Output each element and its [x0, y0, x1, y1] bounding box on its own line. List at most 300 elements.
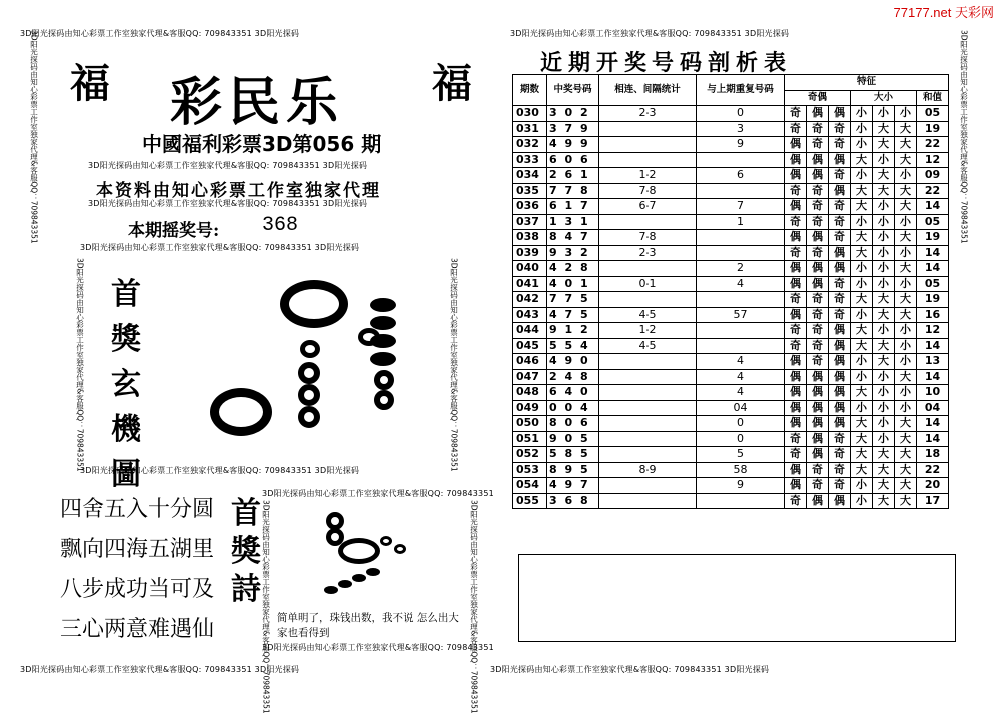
- cell-issue: 047: [513, 369, 547, 385]
- cell-sum: 14: [917, 338, 949, 354]
- cell-big-small: 大: [895, 137, 917, 153]
- cell-issue: 046: [513, 354, 547, 370]
- table-row: [513, 276, 949, 292]
- cell-issue: 040: [513, 261, 547, 277]
- cell-repeat: 2: [697, 261, 785, 277]
- bead-shape: [338, 580, 352, 588]
- bead-shape: [370, 352, 396, 366]
- cell-big-small: 大: [895, 431, 917, 447]
- table-row: [513, 261, 949, 277]
- bead-shape: [352, 574, 366, 582]
- cell-odd-even: 偶: [785, 230, 807, 246]
- cell-big-small: 大: [873, 354, 895, 370]
- award-title-char: 圖: [111, 457, 141, 492]
- cell-big-small: 大: [851, 462, 873, 478]
- cell-issue: 055: [513, 493, 547, 509]
- cell-big-small: 小: [873, 214, 895, 230]
- cell-sum: 14: [917, 245, 949, 261]
- cell-big-small: 小: [851, 121, 873, 137]
- cell-big-small: 小: [851, 261, 873, 277]
- cell-number: 5 8 5: [547, 447, 599, 463]
- bead-shape: [374, 390, 394, 410]
- cell-odd-even: 偶: [785, 385, 807, 401]
- cell-odd-even: 奇: [785, 106, 807, 122]
- cell-odd-even: 偶: [807, 385, 829, 401]
- cell-big-small: 大: [851, 230, 873, 246]
- cell-issue: 051: [513, 431, 547, 447]
- cell-big-small: 大: [873, 121, 895, 137]
- cell-odd-even: 偶: [785, 462, 807, 478]
- cell-big-small: 小: [873, 416, 895, 432]
- cell-odd-even: 偶: [829, 338, 851, 354]
- cell-big-small: 小: [873, 152, 895, 168]
- cell-consecutive: [599, 152, 697, 168]
- table-row: [513, 354, 949, 370]
- table-row: [513, 447, 949, 463]
- cell-odd-even: 奇: [829, 462, 851, 478]
- cell-consecutive: [599, 493, 697, 509]
- cell-odd-even: 奇: [807, 199, 829, 215]
- poem-line: 飘向四海五湖里: [60, 537, 215, 562]
- cell-odd-even: 偶: [829, 106, 851, 122]
- cell-big-small: 大: [895, 152, 917, 168]
- cell-big-small: 小: [851, 354, 873, 370]
- watermark-strip-bottom-right: 3D阳光探码由知心彩票工作室独家代理&客服QQ: 709843351 3D阳光探码: [490, 665, 770, 674]
- cell-big-small: 大: [895, 307, 917, 323]
- watermark-vertical-award-left: 3D阳光探码由知心彩票工作室独家代理&客服QQ：709843351: [75, 258, 85, 472]
- poem-title-char: 詩: [231, 572, 261, 607]
- cell-odd-even: 奇: [829, 276, 851, 292]
- table-row: [513, 214, 949, 230]
- cell-number: 6 1 7: [547, 199, 599, 215]
- table-row: [513, 183, 949, 199]
- cell-odd-even: 奇: [807, 245, 829, 261]
- cell-big-small: 小: [851, 137, 873, 153]
- cell-number: 2 6 1: [547, 168, 599, 184]
- cell-odd-even: 偶: [785, 369, 807, 385]
- table-row: [513, 462, 949, 478]
- cell-repeat: 58: [697, 462, 785, 478]
- poem-title: [228, 495, 264, 609]
- coin-shape: [210, 388, 272, 436]
- table-row: [513, 121, 949, 137]
- cell-repeat: 6: [697, 168, 785, 184]
- cell-sum: 14: [917, 369, 949, 385]
- cell-big-small: 大: [873, 307, 895, 323]
- table-row: [513, 416, 949, 432]
- table-row: [513, 400, 949, 416]
- cell-odd-even: 偶: [829, 152, 851, 168]
- cell-odd-even: 偶: [807, 369, 829, 385]
- cell-sum: 20: [917, 478, 949, 494]
- table-row: [513, 493, 949, 509]
- cell-consecutive: [599, 292, 697, 308]
- watermark-strip-award-top: 3D阳光探码由知心彩票工作室独家代理&客服QQ: 709843351 3D阳光探码: [80, 243, 360, 252]
- cell-sum: 04: [917, 400, 949, 416]
- cell-odd-even: 奇: [807, 478, 829, 494]
- cell-odd-even: 奇: [829, 137, 851, 153]
- cell-sum: 18: [917, 447, 949, 463]
- cell-consecutive: 2-3: [599, 245, 697, 261]
- cell-big-small: 小: [851, 106, 873, 122]
- cell-big-small: 小: [873, 261, 895, 277]
- cell-repeat: 0: [697, 431, 785, 447]
- cell-big-small: 大: [895, 416, 917, 432]
- cell-issue: 039: [513, 245, 547, 261]
- watermark-vertical-right: 3D阳光探码由知心彩票工作室独家代理&客服QQ：709843351: [959, 30, 969, 244]
- cell-repeat: 7: [697, 199, 785, 215]
- cell-sum: 22: [917, 462, 949, 478]
- cell-repeat: [697, 152, 785, 168]
- award-poem: [60, 490, 230, 650]
- bead-shape: [380, 536, 392, 546]
- cell-sum: 16: [917, 307, 949, 323]
- cell-sum: 05: [917, 106, 949, 122]
- cell-number: 6 0 6: [547, 152, 599, 168]
- cell-issue: 042: [513, 292, 547, 308]
- cell-sum: 13: [917, 354, 949, 370]
- cell-big-small: 大: [851, 385, 873, 401]
- cell-odd-even: 奇: [785, 245, 807, 261]
- cell-sum: 14: [917, 431, 949, 447]
- cell-number: 4 9 9: [547, 137, 599, 153]
- cell-big-small: 小: [851, 214, 873, 230]
- page-title: 彩民乐: [170, 72, 345, 133]
- cell-consecutive: 7-8: [599, 230, 697, 246]
- cell-odd-even: 偶: [785, 307, 807, 323]
- table-row: [513, 385, 949, 401]
- cell-consecutive: [599, 431, 697, 447]
- cell-big-small: 大: [851, 431, 873, 447]
- cell-sum: 10: [917, 385, 949, 401]
- bead-shape: [370, 316, 396, 330]
- header-odd-even: 奇偶: [785, 90, 851, 106]
- cell-sum: 12: [917, 323, 949, 339]
- coin-shape: [280, 280, 348, 328]
- cell-big-small: 大: [873, 137, 895, 153]
- cell-odd-even: 偶: [829, 385, 851, 401]
- header-number: 中奖号码: [547, 75, 599, 106]
- cell-repeat: [697, 245, 785, 261]
- table-row: [513, 338, 949, 354]
- cell-sum: 09: [917, 168, 949, 184]
- issue-line: 中國福利彩票3D第056 期: [142, 132, 382, 156]
- cell-consecutive: 4-5: [599, 307, 697, 323]
- cell-repeat: 04: [697, 400, 785, 416]
- bead-shape: [374, 370, 394, 390]
- cell-repeat: [697, 230, 785, 246]
- cell-repeat: 9: [697, 137, 785, 153]
- watermark-strip-poem-bottom: 3D阳光探码由知心彩票工作室独家代理&客服QQ: 709843351: [262, 643, 494, 652]
- cell-odd-even: 偶: [829, 354, 851, 370]
- bead-shape: [324, 586, 338, 594]
- cell-repeat: [697, 338, 785, 354]
- cell-number: 9 1 2: [547, 323, 599, 339]
- cell-big-small: 大: [895, 478, 917, 494]
- cell-odd-even: 偶: [807, 261, 829, 277]
- cell-big-small: 大: [851, 245, 873, 261]
- cell-big-small: 大: [873, 183, 895, 199]
- cell-odd-even: 奇: [829, 478, 851, 494]
- award-title-char: 獎: [111, 322, 141, 357]
- poem-line: 八步成功当可及: [60, 577, 215, 602]
- cell-consecutive: [599, 400, 697, 416]
- watermark-vertical-poem-right: 3D阳光探码由知心彩票工作室独家代理&客服QQ：709843351: [469, 500, 479, 714]
- cell-repeat: 4: [697, 276, 785, 292]
- cell-consecutive: 8-9: [599, 462, 697, 478]
- table-row: [513, 431, 949, 447]
- cell-issue: 033: [513, 152, 547, 168]
- cell-big-small: 小: [873, 106, 895, 122]
- table-row: [513, 245, 949, 261]
- cell-sum: 05: [917, 276, 949, 292]
- cell-issue: 054: [513, 478, 547, 494]
- cell-big-small: 小: [851, 307, 873, 323]
- bead-shape: [394, 544, 406, 554]
- cell-repeat: 57: [697, 307, 785, 323]
- cell-odd-even: 奇: [785, 323, 807, 339]
- cell-odd-even: 偶: [829, 416, 851, 432]
- bead-shape: [370, 298, 396, 312]
- cell-odd-even: 奇: [785, 214, 807, 230]
- cell-consecutive: 0-1: [599, 276, 697, 292]
- table-row: [513, 152, 949, 168]
- cell-sum: 19: [917, 230, 949, 246]
- cell-odd-even: 偶: [785, 354, 807, 370]
- poem-note: 简单明了，珠钱出数，我不说 怎么出大家也看得到: [277, 612, 459, 639]
- poem-title-char: 首: [231, 496, 261, 531]
- cell-sum: 22: [917, 137, 949, 153]
- cell-odd-even: 奇: [829, 121, 851, 137]
- bead-shape: [298, 362, 320, 384]
- cell-sum: 17: [917, 493, 949, 509]
- cell-consecutive: [599, 137, 697, 153]
- cell-number: 4 2 8: [547, 261, 599, 277]
- cell-big-small: 小: [873, 400, 895, 416]
- cell-big-small: 大: [895, 230, 917, 246]
- cell-odd-even: 偶: [829, 323, 851, 339]
- cell-odd-even: 奇: [829, 199, 851, 215]
- cell-number: 3 7 9: [547, 121, 599, 137]
- cell-big-small: 小: [873, 385, 895, 401]
- bead-shape: [300, 340, 320, 358]
- poem-illustration: [310, 510, 420, 600]
- cell-odd-even: 奇: [785, 338, 807, 354]
- cell-number: 7 7 5: [547, 292, 599, 308]
- watermark-vertical-left: 3D阳光探码由知心彩票工作室独家代理&客服QQ：709843351: [29, 30, 39, 244]
- cell-number: 9 0 5: [547, 431, 599, 447]
- cell-issue: 031: [513, 121, 547, 137]
- cell-sum: 14: [917, 261, 949, 277]
- cell-big-small: 大: [873, 478, 895, 494]
- cell-repeat: 4: [697, 354, 785, 370]
- cell-consecutive: [599, 121, 697, 137]
- cell-big-small: 小: [851, 400, 873, 416]
- award-title-char: 玄: [111, 367, 141, 402]
- cell-number: 4 9 0: [547, 354, 599, 370]
- cell-big-small: 小: [895, 245, 917, 261]
- cell-big-small: 小: [873, 245, 895, 261]
- cell-issue: 035: [513, 183, 547, 199]
- cell-odd-even: 奇: [785, 292, 807, 308]
- cell-big-small: 大: [873, 168, 895, 184]
- cell-big-small: 大: [851, 183, 873, 199]
- fu-character-right: 福: [432, 60, 472, 107]
- cell-odd-even: 奇: [807, 323, 829, 339]
- cell-number: 7 7 8: [547, 183, 599, 199]
- cell-odd-even: 奇: [807, 183, 829, 199]
- cell-big-small: 小: [895, 354, 917, 370]
- cell-odd-even: 奇: [829, 230, 851, 246]
- watermark-vertical-award-right: 3D阳光探码由知心彩票工作室独家代理&客服QQ：709843351: [449, 258, 459, 472]
- watermark-strip-header-2: 3D阳光探码由知心彩票工作室独家代理&客服QQ: 709843351 3D阳光探码: [88, 199, 368, 208]
- table-row: [513, 323, 949, 339]
- cell-repeat: 4: [697, 369, 785, 385]
- header-repeat: 与上期重复号码: [697, 75, 785, 106]
- cell-big-small: 大: [873, 447, 895, 463]
- cell-sum: 12: [917, 152, 949, 168]
- cell-consecutive: 7-8: [599, 183, 697, 199]
- cell-issue: 048: [513, 385, 547, 401]
- bead-shape: [298, 384, 320, 406]
- cell-issue: 030: [513, 106, 547, 122]
- cell-big-small: 小: [895, 400, 917, 416]
- agent-line: 本资料由知心彩票工作室独家代理: [96, 181, 381, 201]
- cell-odd-even: 偶: [785, 400, 807, 416]
- cell-repeat: 9: [697, 478, 785, 494]
- coin-shape: [338, 538, 380, 564]
- cell-odd-even: 奇: [807, 462, 829, 478]
- watermark-strip-top-right: 3D阳光探码由知心彩票工作室独家代理&客服QQ: 709843351 3D阳光探码: [510, 29, 790, 38]
- cell-odd-even: 偶: [785, 478, 807, 494]
- cell-big-small: 小: [851, 493, 873, 509]
- cell-big-small: 大: [895, 462, 917, 478]
- table-row: [513, 168, 949, 184]
- table-row: [513, 478, 949, 494]
- table-row: [513, 106, 949, 122]
- cell-big-small: 大: [873, 462, 895, 478]
- award-puzzle-title: [96, 272, 156, 492]
- cell-odd-even: 偶: [807, 276, 829, 292]
- cell-odd-even: 偶: [807, 168, 829, 184]
- cell-number: 1 3 1: [547, 214, 599, 230]
- header-sum: 和值: [917, 90, 949, 106]
- site-logo[interactable]: 77177.net 天彩网: [893, 5, 994, 20]
- cell-consecutive: [599, 447, 697, 463]
- cell-issue: 050: [513, 416, 547, 432]
- cell-odd-even: 偶: [785, 199, 807, 215]
- bead-shape: [298, 406, 320, 428]
- cell-odd-even: 偶: [807, 493, 829, 509]
- cell-big-small: 大: [851, 338, 873, 354]
- cell-odd-even: 奇: [807, 121, 829, 137]
- cell-issue: 041: [513, 276, 547, 292]
- cell-consecutive: 2-3: [599, 106, 697, 122]
- cell-consecutive: [599, 214, 697, 230]
- puzzle-illustration: [200, 270, 440, 460]
- cell-sum: 14: [917, 416, 949, 432]
- cell-big-small: 大: [895, 199, 917, 215]
- cell-odd-even: 偶: [807, 106, 829, 122]
- cell-odd-even: 奇: [807, 137, 829, 153]
- cell-odd-even: 奇: [785, 183, 807, 199]
- cell-big-small: 小: [851, 369, 873, 385]
- cell-odd-even: 奇: [785, 493, 807, 509]
- cell-number: 8 4 7: [547, 230, 599, 246]
- table-row: [513, 137, 949, 153]
- cell-odd-even: 偶: [785, 276, 807, 292]
- cell-issue: 032: [513, 137, 547, 153]
- cell-big-small: 小: [895, 106, 917, 122]
- cell-big-small: 小: [851, 168, 873, 184]
- table-row: [513, 230, 949, 246]
- fu-character-left: 福: [70, 60, 110, 107]
- cell-odd-even: 偶: [829, 400, 851, 416]
- cell-issue: 044: [513, 323, 547, 339]
- cell-big-small: 小: [895, 168, 917, 184]
- cell-issue: 037: [513, 214, 547, 230]
- cell-odd-even: 奇: [807, 338, 829, 354]
- cell-number: 0 0 4: [547, 400, 599, 416]
- award-title-char: 首: [111, 277, 141, 312]
- cell-big-small: 大: [895, 261, 917, 277]
- cell-consecutive: 1-2: [599, 323, 697, 339]
- cell-issue: 036: [513, 199, 547, 215]
- cell-odd-even: 偶: [829, 369, 851, 385]
- cell-issue: 034: [513, 168, 547, 184]
- cell-number: 4 9 7: [547, 478, 599, 494]
- cell-big-small: 大: [895, 183, 917, 199]
- cell-odd-even: 偶: [785, 168, 807, 184]
- cell-big-small: 大: [851, 292, 873, 308]
- cell-repeat: 0: [697, 416, 785, 432]
- header-big-small: 大小: [851, 90, 917, 106]
- draw-number-value: 368: [262, 214, 299, 237]
- cell-repeat: [697, 292, 785, 308]
- cell-big-small: 大: [873, 338, 895, 354]
- cell-repeat: 5: [697, 447, 785, 463]
- cell-big-small: 小: [895, 338, 917, 354]
- cell-consecutive: [599, 416, 697, 432]
- cell-repeat: 1: [697, 214, 785, 230]
- cell-sum: 14: [917, 199, 949, 215]
- cell-repeat: [697, 183, 785, 199]
- table-row: [513, 369, 949, 385]
- cell-number: 9 3 2: [547, 245, 599, 261]
- header-issue: 期数: [513, 75, 547, 106]
- cell-odd-even: 偶: [829, 493, 851, 509]
- cell-consecutive: [599, 261, 697, 277]
- cell-consecutive: [599, 385, 697, 401]
- cell-odd-even: 偶: [829, 183, 851, 199]
- cell-odd-even: 奇: [807, 292, 829, 308]
- cell-odd-even: 奇: [807, 214, 829, 230]
- draw-analysis-table: [512, 74, 949, 509]
- cell-sum: 05: [917, 214, 949, 230]
- cell-big-small: 大: [851, 199, 873, 215]
- cell-odd-even: 奇: [807, 354, 829, 370]
- cell-odd-even: 偶: [807, 230, 829, 246]
- cell-odd-even: 偶: [807, 416, 829, 432]
- cell-number: 8 9 5: [547, 462, 599, 478]
- watermark-strip-bottom-left: 3D阳光探码由知心彩票工作室独家代理&客服QQ: 709843351 3D阳光探码: [20, 665, 300, 674]
- cell-big-small: 大: [851, 152, 873, 168]
- cell-repeat: 4: [697, 385, 785, 401]
- cell-number: 5 5 4: [547, 338, 599, 354]
- cell-odd-even: 偶: [785, 261, 807, 277]
- table-title: 近期开奖号码剖析表: [540, 50, 793, 76]
- cell-big-small: 大: [895, 292, 917, 308]
